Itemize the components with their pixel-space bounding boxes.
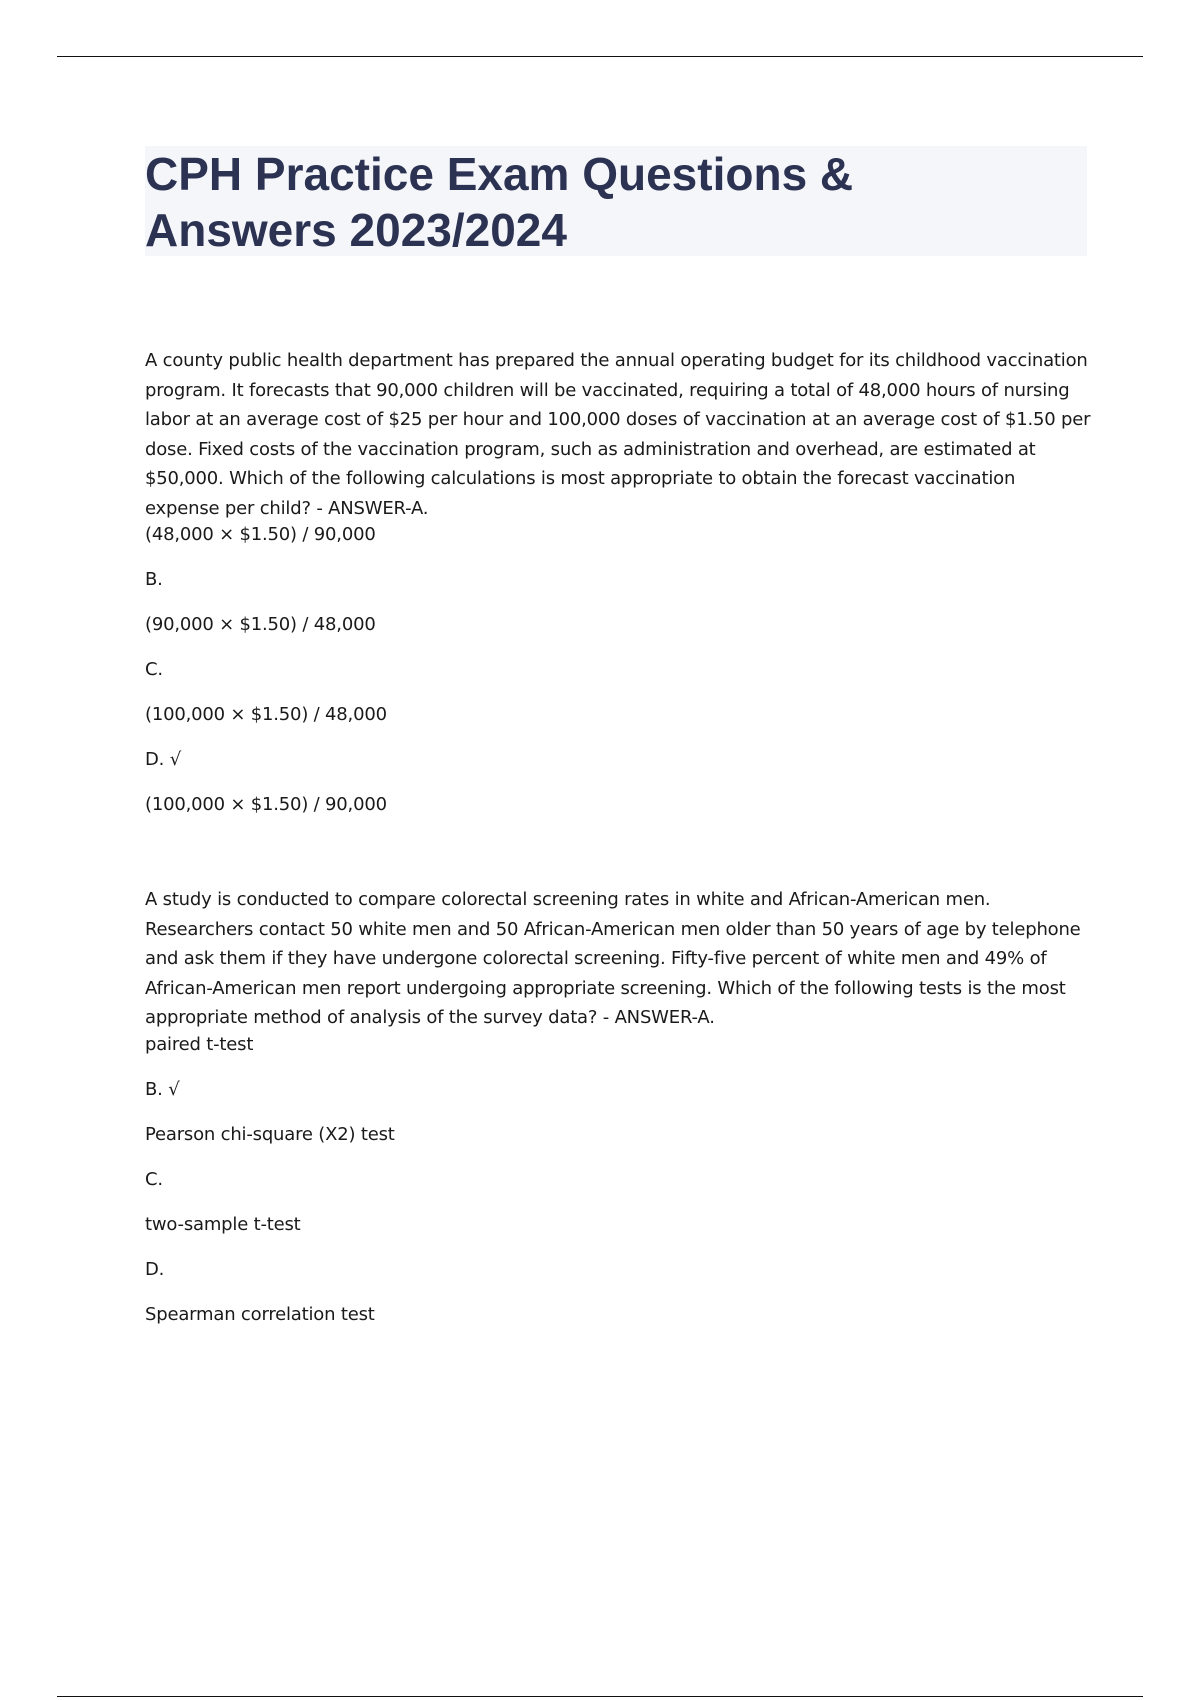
question-2-line-7: Spearman correlation test bbox=[145, 1303, 375, 1325]
question-block-1 bbox=[145, 346, 1095, 817]
question-1-line-3: (90,000 × $1.50) / 48,000 bbox=[145, 614, 376, 635]
question-2-line-5: two-sample t-test bbox=[145, 1213, 301, 1235]
question-1-line-2: B. bbox=[145, 569, 163, 590]
footer-rule bbox=[57, 1696, 1143, 1697]
question-2-line-6: D. bbox=[145, 1258, 165, 1280]
question-1-line-7: (100,000 × $1.50) / 90,000 bbox=[145, 794, 387, 815]
question-1-line-6: D. √ bbox=[145, 749, 181, 770]
question-1-text: A county public health department has prepared the annual operating budget for its childhood vaccination program. It forecasts that 90,000 children will be vaccinated, requiring a total of 48,000 hours of nursing labor at an average cost of $25 per hour and 100,000 doses of vaccination at an average cost of $1.50 per dose. Fixed costs of the vaccination program, such as administration and overhead, are estimated at $50,000. Which of the following calculations is most appropriate to obtain the forecast vaccination expense per child? - ANSWER-A. bbox=[145, 350, 1091, 519]
question-2-line-3: Pearson chi-square (X2) test bbox=[145, 1123, 395, 1145]
title-banner bbox=[145, 146, 1087, 256]
question-1-line-1: (48,000 × $1.50) / 90,000 bbox=[145, 524, 376, 545]
question-2-text: A study is conducted to compare colorectal screening rates in white and African-American men. Researchers contact 50 white men and 50 African-American men older than 50 years of age by telephone and ask them if they have undergone colorectal screening. Fifty-five percent of white men and 49% of African-American men report undergoing appropriate screening. Which of the following tests is the most appropriate method of analysis of the survey data? - ANSWER-A. bbox=[145, 889, 1081, 1028]
question-2-line-1: paired t-test bbox=[145, 1033, 254, 1055]
question-2-line-4: C. bbox=[145, 1168, 163, 1190]
question-1-line-5: (100,000 × $1.50) / 48,000 bbox=[145, 704, 387, 725]
question-block-2 bbox=[145, 885, 1095, 1327]
question-2-line-2: B. √ bbox=[145, 1078, 180, 1100]
document-title: CPH Practice Exam Questions & Answers 2023/2024 bbox=[145, 148, 854, 256]
document-body bbox=[145, 346, 1095, 1327]
header-rule bbox=[57, 56, 1143, 57]
question-1-line-4: C. bbox=[145, 659, 163, 680]
